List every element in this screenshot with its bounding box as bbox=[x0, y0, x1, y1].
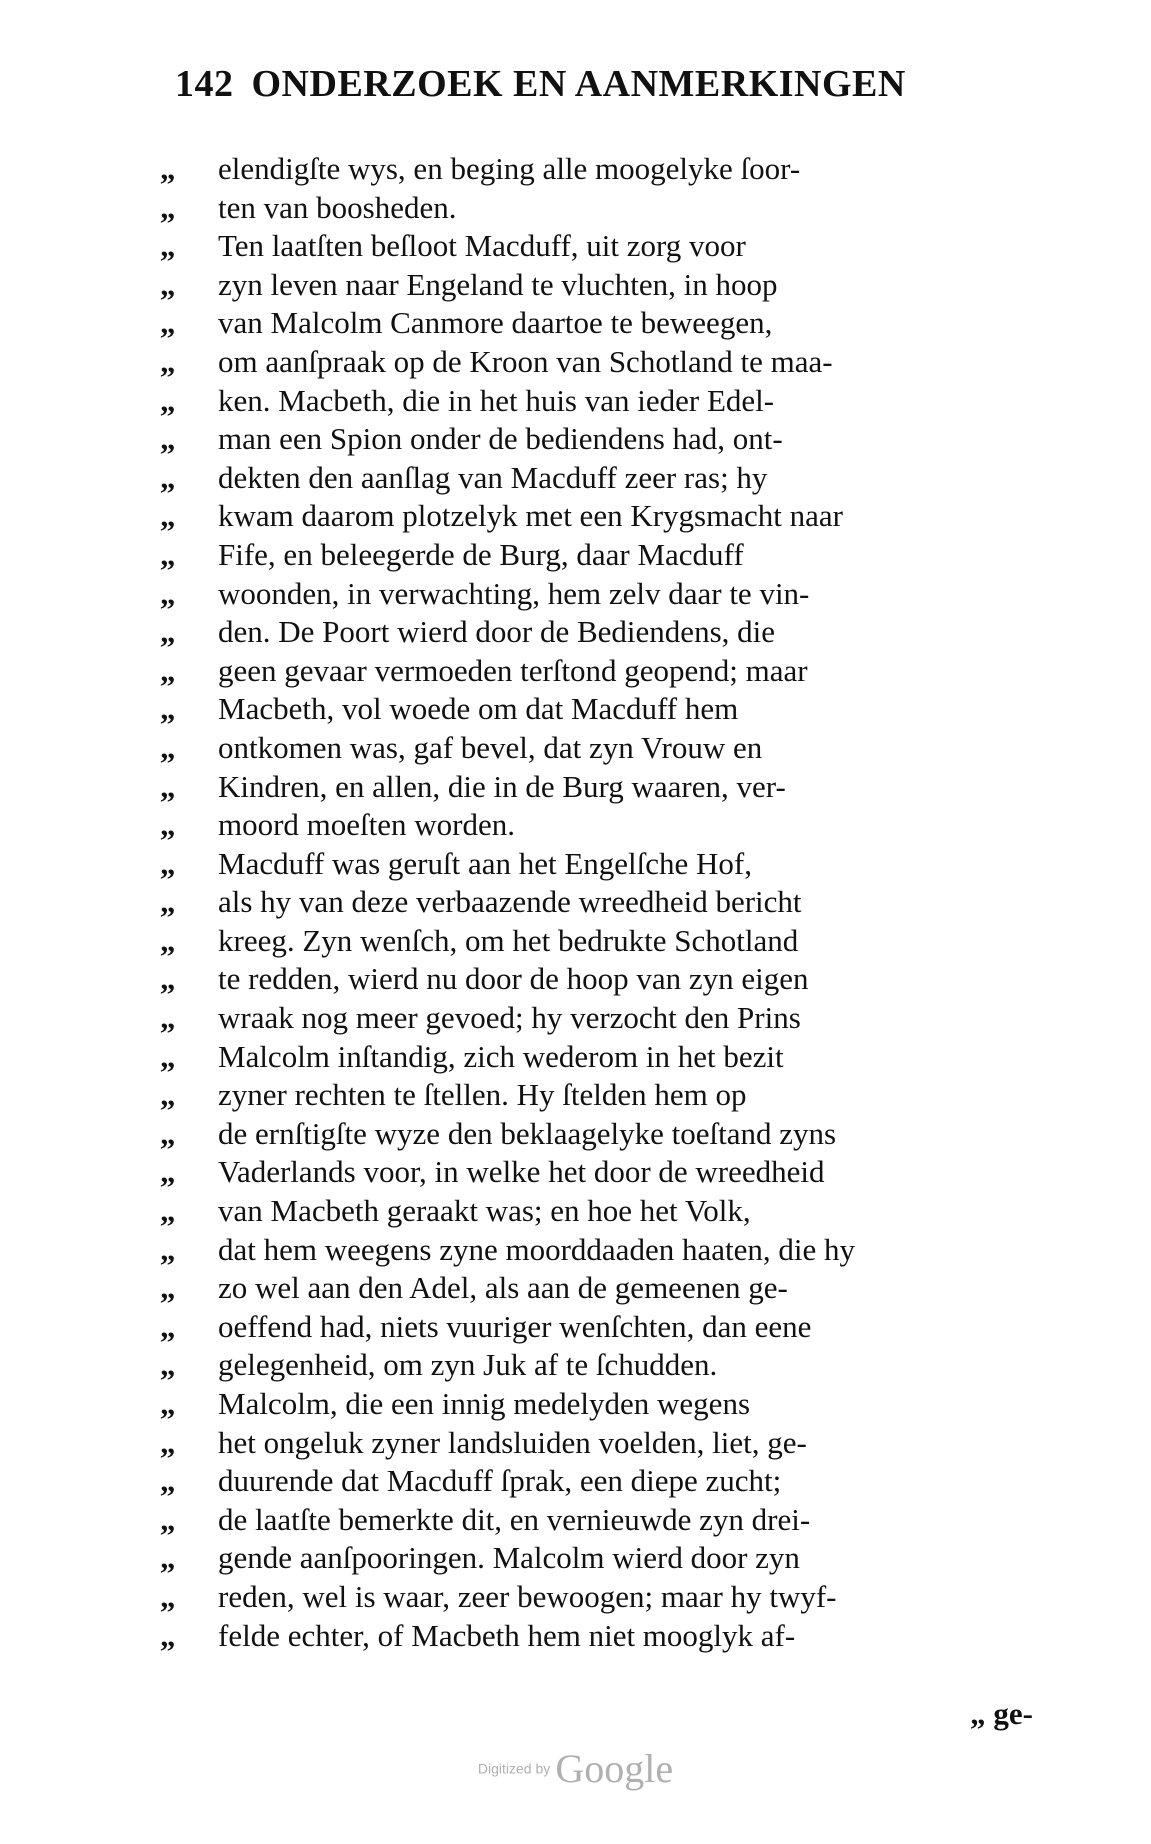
text-line bbox=[160, 1617, 1040, 1656]
text-line bbox=[160, 150, 1040, 189]
quote-mark: „ bbox=[160, 1463, 176, 1499]
line-text: zyner rechten te ſtellen. Hy ſtelden hem op bbox=[218, 1077, 747, 1113]
quote-mark: „ bbox=[160, 1270, 176, 1306]
text-line bbox=[160, 1269, 1040, 1308]
text-line bbox=[160, 960, 1040, 999]
text-line bbox=[160, 1385, 1040, 1424]
line-text: reden, wel is waar, zeer bewoogen; maar hy twyf- bbox=[218, 1578, 837, 1614]
line-text: Macbeth, vol woede om dat Macduff hem bbox=[218, 691, 739, 727]
line-text: Macduff was geruſt aan het Engelſche Hof, bbox=[218, 845, 752, 881]
line-text: moord moeſten worden. bbox=[218, 807, 516, 843]
line-text: man een Spion onder de bediendens had, ont- bbox=[218, 421, 783, 457]
quote-mark: „ bbox=[160, 1540, 176, 1576]
text-line bbox=[160, 1076, 1040, 1115]
running-title: ONDERZOEK EN AANMERKINGEN bbox=[251, 63, 906, 105]
line-text: gende aanſpooringen. Malcolm wierd door zyn bbox=[218, 1540, 800, 1576]
quote-mark: „ bbox=[160, 1501, 176, 1537]
text-line bbox=[160, 575, 1040, 614]
line-text: kwam daarom plotzelyk met een Krygsmacht naar bbox=[218, 498, 843, 534]
quote-mark: „ bbox=[160, 1231, 176, 1267]
quote-mark: „ bbox=[160, 1115, 176, 1151]
quote-mark: „ bbox=[160, 614, 176, 650]
line-text: den. De Poort wierd door de Bediendens, die bbox=[218, 614, 776, 650]
text-line bbox=[160, 690, 1040, 729]
text-line bbox=[160, 536, 1040, 575]
text-line bbox=[160, 883, 1040, 922]
quote-mark: „ bbox=[160, 691, 176, 727]
line-text: duurende dat Macduff ſprak, een diepe zucht; bbox=[218, 1463, 782, 1499]
text-line bbox=[160, 1192, 1040, 1231]
text-line bbox=[160, 459, 1040, 498]
text-line bbox=[160, 1501, 1040, 1540]
quote-mark: „ bbox=[160, 768, 176, 804]
quote-mark: „ bbox=[160, 729, 176, 765]
text-line bbox=[160, 1346, 1040, 1385]
line-text: kreeg. Zyn wenſch, om het bedrukte Schotland bbox=[218, 922, 799, 958]
line-text: woonden, in verwachting, hem zelv daar te vin- bbox=[218, 575, 810, 611]
text-line bbox=[160, 1038, 1040, 1077]
line-text: Vaderlands voor, in welke het door de wreedheid bbox=[218, 1154, 825, 1190]
quote-mark: „ bbox=[160, 575, 176, 611]
line-text: dekten den aanſlag van Macduff zeer ras; hy bbox=[218, 459, 768, 495]
line-text: geen gevaar vermoeden terſtond geopend; maar bbox=[218, 652, 808, 688]
line-text: Fife, en beleegerde de Burg, daar Macduff bbox=[218, 536, 744, 572]
line-text: oeffend had, niets vuuriger wenſchten, dan eene bbox=[218, 1308, 812, 1344]
text-line bbox=[160, 922, 1040, 961]
quote-mark: „ bbox=[160, 845, 176, 881]
text-line bbox=[160, 806, 1040, 845]
quote-mark: „ bbox=[160, 266, 176, 302]
quote-mark: „ bbox=[160, 343, 176, 379]
quote-mark: „ bbox=[160, 922, 176, 958]
text-line bbox=[160, 1308, 1040, 1347]
text-line bbox=[160, 227, 1040, 266]
quote-mark: „ bbox=[160, 1386, 176, 1421]
line-text: wraak nog meer gevoed; hy verzocht den Prins bbox=[218, 1000, 801, 1036]
text-line bbox=[160, 613, 1040, 652]
quote-mark: „ bbox=[160, 189, 176, 225]
line-text: Malcolm, die een innig medelyden wegens bbox=[218, 1386, 751, 1421]
quote-mark: „ bbox=[160, 536, 176, 572]
quote-mark: „ bbox=[160, 1038, 176, 1074]
text-line bbox=[160, 1539, 1040, 1578]
google-logo: Google bbox=[555, 1746, 674, 1791]
text-line bbox=[160, 845, 1040, 884]
text-line bbox=[160, 1231, 1040, 1270]
quote-mark: „ bbox=[160, 305, 176, 341]
quote-mark: „ bbox=[160, 382, 176, 418]
text-line bbox=[160, 768, 1040, 807]
line-text: zo wel aan den Adel, als aan de gemeenen ge- bbox=[218, 1270, 788, 1306]
quote-mark: „ bbox=[160, 1424, 176, 1460]
quote-mark: „ bbox=[160, 652, 176, 688]
line-text: te redden, wierd nu door de hoop van zyn eigen bbox=[218, 961, 809, 997]
quote-mark: „ bbox=[160, 1193, 176, 1229]
line-text: elendigſte wys, en beging alle moogelyke ſoor- bbox=[218, 151, 801, 186]
running-header bbox=[175, 62, 1005, 122]
text-line bbox=[160, 304, 1040, 343]
text-line bbox=[160, 266, 1040, 305]
quote-mark: „ bbox=[160, 151, 176, 186]
quote-mark: „ bbox=[160, 884, 176, 920]
quote-mark: „ bbox=[160, 459, 176, 495]
quote-mark: „ bbox=[160, 807, 176, 843]
text-line bbox=[160, 1115, 1040, 1154]
quote-mark: „ bbox=[160, 961, 176, 997]
text-line bbox=[160, 497, 1040, 536]
line-text: om aanſpraak op de Kroon van Schotland te maa- bbox=[218, 343, 833, 379]
text-line bbox=[160, 1424, 1040, 1463]
line-text: als hy van deze verbaazende wreedheid bericht bbox=[218, 884, 802, 920]
quote-mark: „ bbox=[160, 1000, 176, 1036]
body-text bbox=[160, 150, 1040, 1655]
quote-mark: „ bbox=[160, 498, 176, 534]
text-line bbox=[160, 1462, 1040, 1501]
line-text: dat hem weegens zyne moorddaaden haaten, die hy bbox=[218, 1231, 855, 1267]
catchword: „ ge- bbox=[970, 1696, 1033, 1731]
text-line bbox=[160, 382, 1040, 421]
line-text: gelegenheid, om zyn Juk af te ſchudden. bbox=[218, 1347, 718, 1383]
line-text: zyn leven naar Engeland te vluchten, in hoop bbox=[218, 266, 778, 302]
line-text: het ongeluk zyner landsluiden voelden, liet, ge- bbox=[218, 1424, 807, 1460]
quote-mark: „ bbox=[160, 228, 176, 264]
line-text: ten van boosheden. bbox=[218, 189, 457, 225]
text-line bbox=[160, 1153, 1040, 1192]
quote-mark: „ bbox=[160, 1578, 176, 1614]
line-text: ken. Macbeth, die in het huis van ieder Edel- bbox=[218, 382, 775, 418]
quote-mark: „ bbox=[160, 1077, 176, 1113]
quote-mark: „ bbox=[160, 1154, 176, 1190]
text-line bbox=[160, 1578, 1040, 1617]
line-text: van Malcolm Canmore daartoe te beweegen, bbox=[218, 305, 773, 341]
quote-mark: „ bbox=[160, 421, 176, 457]
line-text: Malcolm inſtandig, zich wederom in het bezit bbox=[218, 1038, 784, 1074]
line-text: Kindren, en allen, die in de Burg waaren, ver- bbox=[218, 768, 786, 804]
line-text: de ernſtigſte wyze den beklaagelyke toeſtand zyns bbox=[218, 1115, 837, 1151]
digitized-footer bbox=[0, 1745, 1151, 1792]
text-line bbox=[160, 652, 1040, 691]
line-text: ontkomen was, gaf bevel, dat zyn Vrouw en bbox=[218, 729, 763, 765]
line-text: Ten laatſten beſloot Macduff, uit zorg voor bbox=[218, 228, 746, 264]
line-text: de laatſte bemerkte dit, en vernieuwde zyn drei- bbox=[218, 1501, 811, 1537]
text-line bbox=[160, 343, 1040, 382]
quote-mark: „ bbox=[160, 1617, 176, 1653]
text-line bbox=[160, 189, 1040, 228]
text-line bbox=[160, 420, 1040, 459]
digitized-by-label: Digitized by bbox=[477, 1760, 551, 1777]
line-text: felde echter, of Macbeth hem niet mooglyk af- bbox=[218, 1617, 796, 1653]
quote-mark: „ bbox=[160, 1308, 176, 1344]
page-number: 142 bbox=[175, 63, 234, 105]
text-line bbox=[160, 729, 1040, 768]
quote-mark: „ bbox=[160, 1347, 176, 1383]
line-text: van Macbeth geraakt was; en hoe het Volk, bbox=[218, 1193, 751, 1229]
text-line bbox=[160, 999, 1040, 1038]
